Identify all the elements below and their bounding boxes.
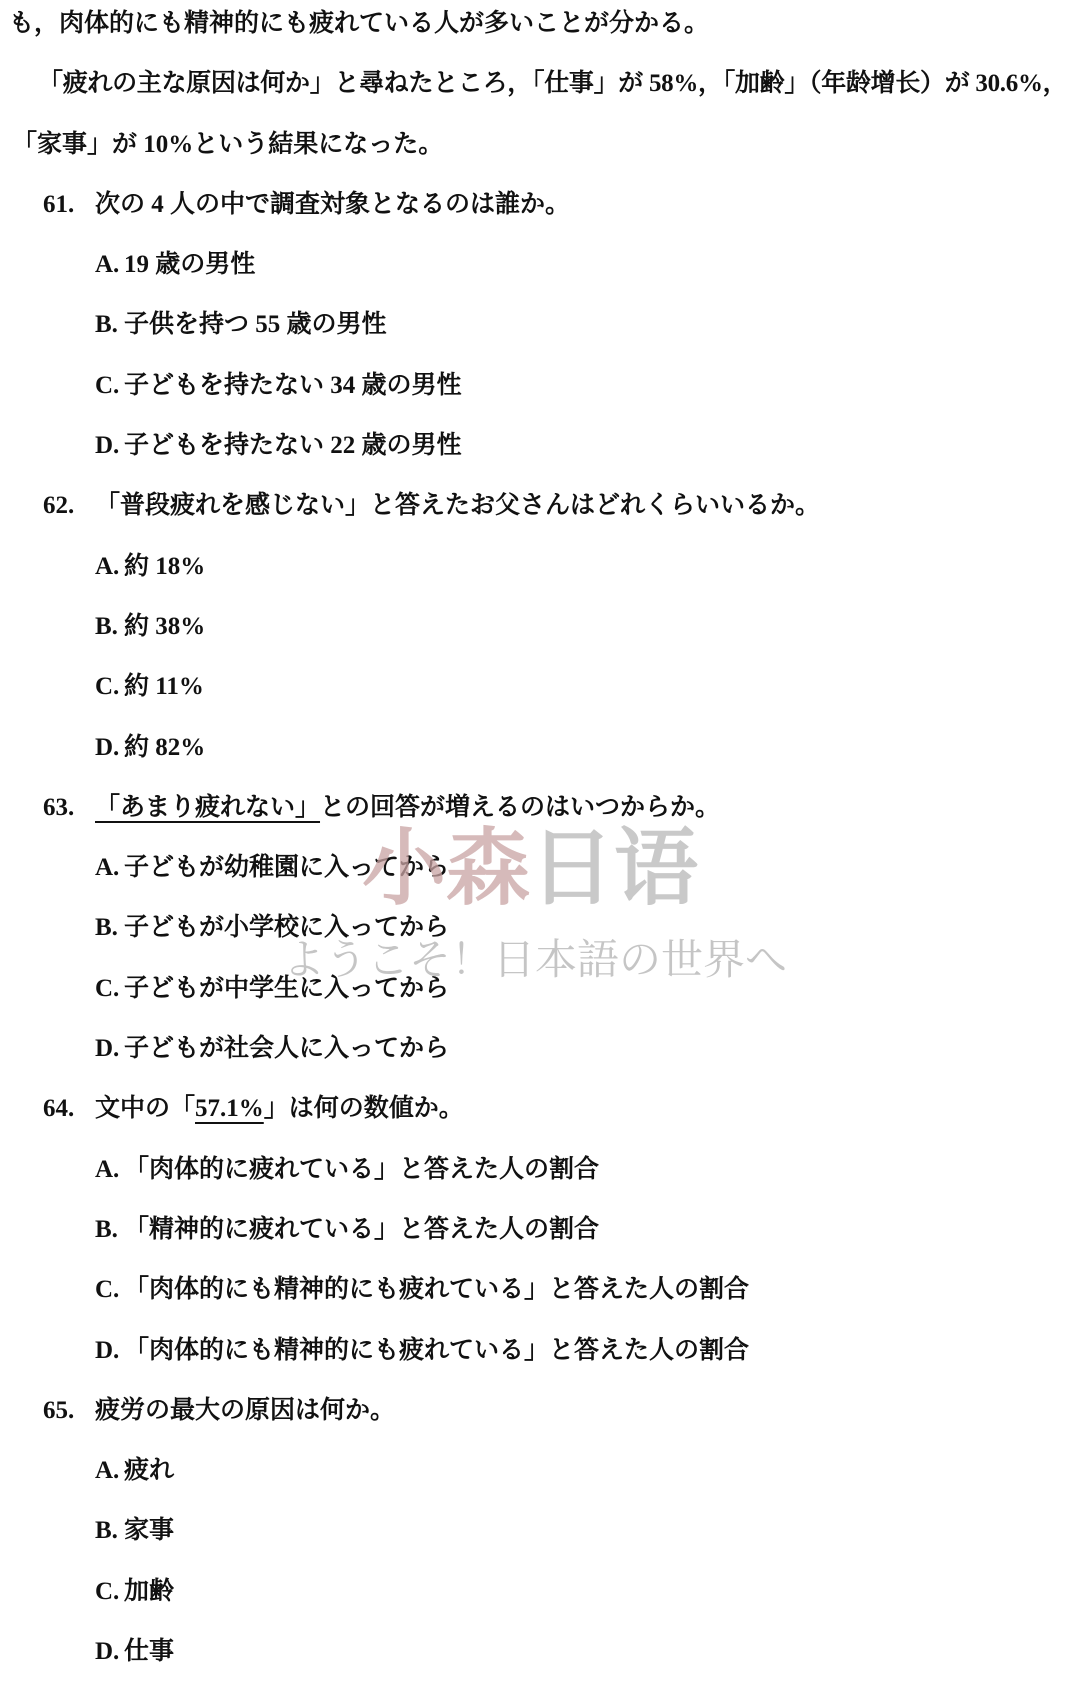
option-text: 約 11% bbox=[124, 673, 204, 701]
question-text: との回答が増えるのはいつからか。 bbox=[320, 793, 721, 821]
question-61-option-d bbox=[0, 416, 1080, 476]
option-letter: A. bbox=[95, 552, 120, 580]
question-number: 62. bbox=[43, 492, 75, 520]
option-text: 「精神的に疲れている」と答えた人の割合 bbox=[124, 1215, 600, 1243]
option-text: 子どもを持たない 34 歳の男性 bbox=[124, 371, 462, 399]
option-text: 19 歳の男性 bbox=[124, 251, 256, 279]
question-61 bbox=[0, 175, 1080, 235]
question-62-option-b bbox=[0, 597, 1080, 657]
option-letter: B. bbox=[95, 914, 118, 942]
option-text: 疲れ bbox=[124, 1457, 175, 1485]
question-62-option-a bbox=[0, 537, 1080, 597]
option-text: 仕事 bbox=[124, 1638, 175, 1666]
option-text: 「肉体的にも精神的にも疲れている」と答えた人の割合 bbox=[124, 1336, 750, 1364]
passage-line-2: 「疲れの主な原因は何か」と尋ねたところ，「仕事」が 58%，「加齢」（年龄增长）が 30.6%， bbox=[38, 70, 1068, 98]
option-letter: D. bbox=[95, 432, 120, 460]
option-letter: C. bbox=[95, 673, 120, 701]
option-text: 約 82% bbox=[124, 733, 206, 761]
option-text: 家事 bbox=[124, 1517, 175, 1545]
question-65-option-c bbox=[0, 1562, 1080, 1622]
question-61-option-c bbox=[0, 356, 1080, 416]
question-63-option-d bbox=[0, 1019, 1080, 1079]
option-letter: C. bbox=[95, 1577, 120, 1605]
question-62-option-d bbox=[0, 718, 1080, 778]
underlined-phrase: 57.1% bbox=[195, 1095, 264, 1123]
question-64 bbox=[0, 1079, 1080, 1139]
question-65-option-b bbox=[0, 1501, 1080, 1561]
question-number: 61. bbox=[43, 190, 75, 218]
option-text: 約 38% bbox=[124, 612, 206, 640]
option-letter: B. bbox=[95, 311, 118, 339]
option-text: 子どもが小学校に入ってから bbox=[124, 914, 450, 942]
question-63-option-c bbox=[0, 959, 1080, 1019]
question-64-option-a bbox=[0, 1140, 1080, 1200]
option-letter: A. bbox=[95, 854, 120, 882]
question-text: 」は何の数値か。 bbox=[263, 1095, 464, 1123]
option-text: 子どもが中学生に入ってから bbox=[124, 974, 450, 1002]
option-letter: D. bbox=[95, 1035, 120, 1063]
watermark-tagline: ようこそ！日本語の世界へ bbox=[283, 935, 788, 984]
option-letter: B. bbox=[95, 1215, 118, 1243]
option-text: 「肉体的にも精神的にも疲れている」と答えた人の割合 bbox=[124, 1276, 750, 1304]
question-65 bbox=[0, 1381, 1080, 1441]
option-letter: B. bbox=[95, 1517, 118, 1545]
question-64-option-c bbox=[0, 1260, 1080, 1320]
option-text: 子どもが社会人に入ってから bbox=[124, 1035, 450, 1063]
underlined-phrase: 「あまり疲れない」 bbox=[95, 793, 321, 821]
question-64-option-b bbox=[0, 1200, 1080, 1260]
option-text: 「肉体的に疲れている」と答えた人の割合 bbox=[124, 1155, 600, 1183]
option-letter: A. bbox=[95, 251, 120, 279]
question-65-option-d bbox=[0, 1622, 1080, 1682]
question-text: 次の 4 人の中で調査対象となるのは誰か。 bbox=[95, 190, 571, 218]
passage-line-1: も，肉体的にも精神的にも疲れている人が多いことが分かる。 bbox=[9, 10, 710, 37]
question-63-option-a bbox=[0, 838, 1080, 898]
option-text: 約 18% bbox=[124, 552, 206, 580]
option-letter: D. bbox=[95, 733, 120, 761]
option-letter: A. bbox=[95, 1155, 120, 1183]
option-letter: A. bbox=[95, 1457, 120, 1485]
question-63-option-b bbox=[0, 898, 1080, 958]
option-text: 加齢 bbox=[124, 1577, 175, 1605]
option-letter: B. bbox=[95, 612, 118, 640]
option-letter: C. bbox=[95, 1276, 120, 1304]
question-62 bbox=[0, 476, 1080, 536]
question-text: 疲労の最大の原因は何か。 bbox=[95, 1396, 396, 1424]
question-64-option-d bbox=[0, 1321, 1080, 1381]
option-text: 子どもが幼稚園に入ってから bbox=[124, 854, 450, 882]
watermark-logo-mark: 小森 bbox=[362, 819, 531, 917]
question-62-option-c bbox=[0, 657, 1080, 717]
passage-line-3: 「家事」が 10%という結果になった。 bbox=[12, 130, 444, 158]
option-text: 子どもを持たない 22 歳の男性 bbox=[124, 432, 462, 460]
question-number: 65. bbox=[43, 1396, 75, 1424]
option-letter: D. bbox=[95, 1638, 120, 1666]
option-letter: D. bbox=[95, 1336, 120, 1364]
question-number: 63. bbox=[43, 793, 75, 821]
question-text: 文中の「 bbox=[95, 1095, 196, 1123]
question-number: 64. bbox=[43, 1095, 75, 1123]
question-text: 「普段疲れを感じない」と答えたお父さんはどれくらいいるか。 bbox=[95, 492, 821, 520]
watermark-logo-text: 日语 bbox=[530, 819, 699, 917]
question-61-option-a bbox=[0, 235, 1080, 295]
question-65-option-a bbox=[0, 1441, 1080, 1501]
question-61-option-b bbox=[0, 295, 1080, 355]
question-63 bbox=[0, 778, 1080, 838]
option-letter: C. bbox=[95, 371, 120, 399]
option-text: 子供を持つ 55 歳の男性 bbox=[124, 311, 387, 339]
option-letter: C. bbox=[95, 974, 120, 1002]
